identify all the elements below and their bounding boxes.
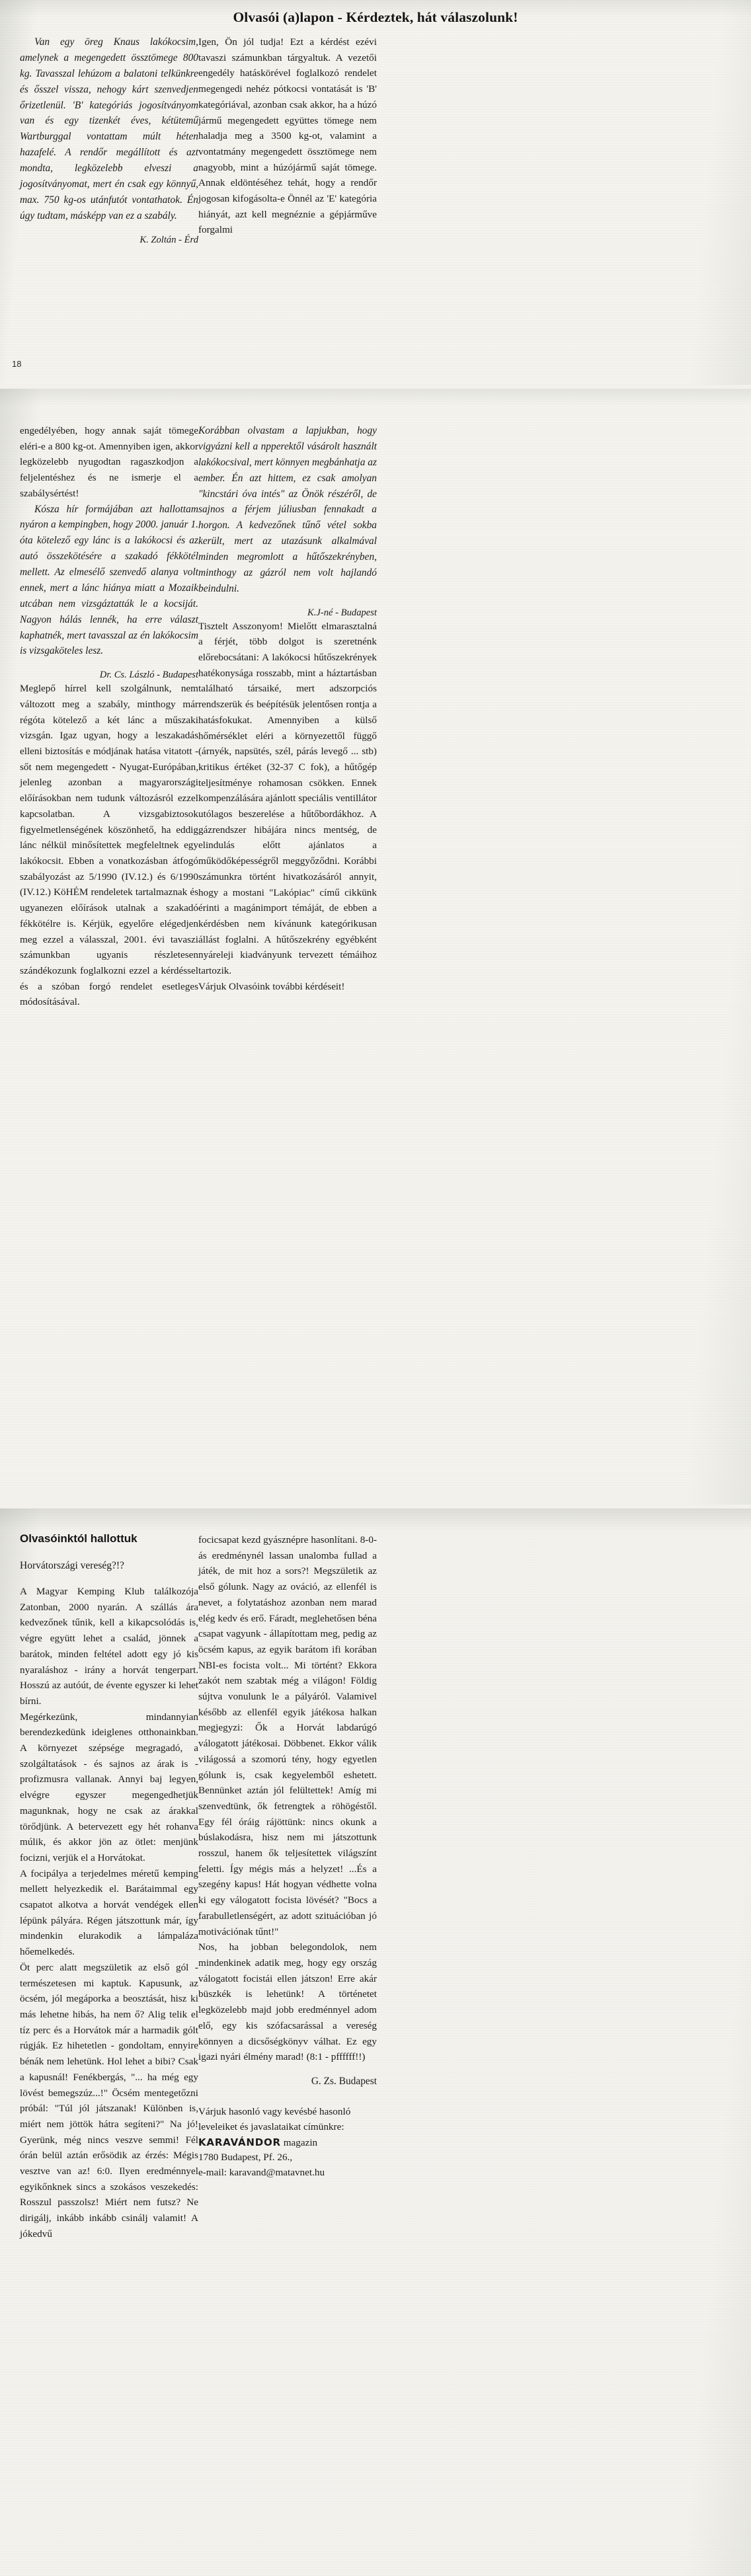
- magazine-name-line: [198, 2135, 377, 2151]
- reader-question-1-signature: K. Zoltán - Érd: [139, 234, 198, 245]
- page-19-column-right: [198, 423, 377, 995]
- story-paragraph-6: Nos, ha jobban belegondolok, nem mindenkinek adatik meg, hogy egy ország válogatott focistái ellen játszon! Erre akár büszkék is lehetünk! A történetet legközelebb majd jobb eredménnyel adom elő, egy kis szófacsarással a vereség könnyen a dicsőségkönyv válhat. Ez egy igazi nyári élmény marad! (8:1 - pffffff!!): [198, 1941, 377, 2063]
- reader-question-2-signature: Dr. Cs. László - Budapest: [99, 670, 198, 681]
- contact-block: [198, 2105, 377, 2181]
- contact-invite-line-2: leveleiket és javaslataikat címünkre:: [198, 2121, 344, 2132]
- page-18-column-right: [198, 34, 377, 238]
- story-paragraph-1: A Magyar Kemping Klub találkozója Zatonban, 2000 nyarán. A szállás ára kedvezőnek tűnik, kell a kikapcsolódás is, végre együtt lehet a család, jönnek a barátok, minden feltétel adott egy jó kis nyaraláshoz - irány a horvát tengerpart. Hosszú az autóút, de évente egyszer ki lehet bírni.: [20, 1586, 198, 1707]
- page-19-column-left: [20, 423, 198, 1010]
- contact-email: e-mail: karavand@matavnet.hu: [198, 2167, 325, 2179]
- reader-question-1: Van egy öreg Knaus lakókocsim, amelynek a megengedett össztömege 800 kg. Tavasszal lehúzom a balatoni telkünkre és ősszel vissza, nehogy kárt szenvedjen őrizetlenül. 'B' kategóriás jogosítványom van és egy tizenkét éves, kétütemű Wartburggal vontattam múlt héten hazafelé. A rendőr megállított és azt mondta, legközelebb elveszi a jogosítványomat, mert én csak egy könnyű, max. 750 kg-os utánfutót vontathatok. Én úgy tudtam, másképp van ez a szabály.: [20, 36, 198, 221]
- magazine-suffix: magazin: [283, 2136, 318, 2148]
- reader-question-3-signature: K.J-né - Budapest: [307, 607, 377, 618]
- story-paragraph-5: focicsapat kezd gyásznépre hasonlítani. 8-0-ás eredménynél lassan unalomba fullad a játék, de mit hoz a sors?! Megszületik az első gólunk. Nagy az ováció, az ellenfél is nevet, a folytatáshoz azonban nem marad elég kedv és erő. Fáradt, meglehetősen béna csapat vagyunk - állapítottam meg, pedig az öcsém kapus, az egyik barátom ifi korában NBI-es focista volt... Mi történt? Ekkora zakót nem szabtak még a világon! Földig sújtva vonulunk le a pályáról. Valamivel később az ellenfél egyik játékosa halkan megjegyzi: Ők a Horvát labdarúgó válogatott játékosai. Döbbenet. Ekkor válik világossá a szomorú tény, hogy egyetlen gólunk is, csak kegyelemből eshetett. Bennünket aztán jól felültettek! Amíg mi szenvedtünk, ők fetrengtek a röhögéstől. Egy fél óráig rájöttünk: nincs okunk a búslakodásra, hisz nem mi játszottunk rosszul, hanem ők teljesítettek világszínt feletti. Így mégis más a helyzet! ...És a szegény kapus! Hát hogyan védhette volna ki egy válogatott focista lövését? "Bocs a farabulletlenségért, az adott szituációban jó motivációnak tűnt!": [198, 1534, 377, 1937]
- story-signature: G. Zs. Budapest: [311, 2075, 377, 2087]
- article-subtitle: Horvátországi vereség?!?: [20, 1560, 124, 1571]
- contact-invite-line-1: Várjuk hasonló vagy kevésbé hasonló: [198, 2105, 351, 2117]
- closing-invitation: Várjuk Olvasóink további kérdéseit!: [198, 980, 345, 992]
- page-title: Olvasói (a)lapon - Kérdeztek, hát válaszolunk!: [233, 9, 518, 25]
- contact-postal-address: 1780 Budapest, Pf. 26.,: [198, 2152, 293, 2164]
- story-paragraph-3: A focipálya a terjedelmes méretű kemping mellett helyezkedik el. Barátaimmal egy csapatot alkotva a horvát vendégek ellen lépünk pályára. Régen játszottunk már, így mindenkin elurakodik a lámpaláza hőemelkedés.: [20, 1867, 198, 1958]
- section-title-readers-heard: Olvasóinktól hallottuk: [20, 1532, 138, 1545]
- page-20-column-left: [20, 1532, 198, 2242]
- folio-page-18: 18: [12, 359, 22, 369]
- editor-answer-1-part-2: engedélyében, hogy annak saját tömege eléri-e a 800 kg-ot. Amennyiben igen, akkor legközelebb nyugodtan ragaszkodjon a feljelentéshez és ne ismerje el a szabálysértést!: [20, 425, 198, 499]
- editor-answer-3: Tisztelt Asszonyom! Mielőtt elmarasztalná a férjét, több dolgot is szeretnénk előrebocsátani: A lakókocsi hűtőszekrények hatékonysága rosszabb, mint a háztartásban található társaiké, mert adszorpciós rendszerük és beépítésük jelentősen rontja a hatásfokukat. Amennyiben a külső hőmérséklet eléri a környezettől függő (árnyék, napsütés, szél, párás levegő ... stb) kritikus értéket (32-37 C fok), a hűtőgép teljesítménye rohamosan csökken. Ennek kompenzálására ajánlott speciális ventillátor utólagos beszerelése a hűtőbordákhoz. A gázrendszer hibájára nincs mentség, de elindulás előtt ajánlatos a működőképességről meggyőződni. Korábbi számunkra történt hivatkozásáról annyit, hogy a mostani "Lakópiac" című cikkünk érinti a magánimport témáját, de ebben a kérdésben nem kívánunk kategórikusan állást foglalni. A hűtőszekrény egyébként nyáreleji kiadványunk tervezett témáihoz tartozik.: [198, 620, 377, 977]
- article-block-page-20: [0, 1508, 751, 2576]
- page-18-column-left: [20, 34, 198, 246]
- editor-answer-2: Meglepő hírrel kell szolgálnunk, nem változott meg a szabály, minthogy már régóta kötelező a két lánc a műszaki vizsgán. Igaz ugyan, hogy a leszakadás elleni biztosítás e módjának hatása vitatott - sőt nem megengedett - Nyugat-Európában, jelenleg azonban a magyarországi előírásokban nem tudunk változásról ezzel kapcsolatban. A vizsgabiztosok figyelmetlenségének köszönhető, ha eddig lánc nélkül minősítettek megfeleltnek egy lakókocsit. Ebben a vonatkozásban átfogó szabályozást az 5/1990 (IV.12.) és 6/1990 (IV.12.) KöHÉM rendeletek tartalmaznak és ugyanezen előírások utalnak a szakadó fékkötélre is. Kérjük, egyelőre elégedjen meg ezzel a válasszal, 2001. évi tavaszi számunkban ugyanis részletesen szándékozunk foglalkozni ezzel a kérdéssel és a szóban forgó rendelet esetleges módosításával.: [20, 683, 198, 1008]
- reader-question-3: Korábban olvastam a lapjukban, hogy vigyázni kell a npperektől vásárolt használt lakókocsival, mert könnyen megbánhatja az ember. Én azt hittem, ez csak amolyan "kincstári óva intés" az Önök részéről, de sajnos a férjem júliusban fennakadt a horgon. A kedvezőnek tűnő vétel sokba került, mert az utazásunk alkalmával minden megromlott a hűtőszekrényben, minthogy az gázról nem volt hajlandó beindulni.: [198, 425, 377, 594]
- article-block-page-18: [0, 0, 751, 385]
- story-paragraph-4: Öt perc alatt megszületik az első gól - természetesen mi kaptuk. Kapusunk, az öcsém, jól megáporka a beosztását, hisz ki más lehetne hibás, ha nem ő? Alig telik el tíz perc és a Horvátok már a harmadik gólt rúgják. Ez hihetetlen - gondoltam, ennyire bénák nem lehetünk. Hol lehet a bibi? Csak a kapusnál! Fenékbergás, "... ha még egy lövést bemegszúz...!" Öcsém mentegetőzni próbál: "Túl jól játszanak! Különben is, miért nem jöttök hátra segíteni?" Na jó! Gyerünk, még nincs veszve semmi! Fél órán belül aztán erősödik az érzés: Mégis vesztve van az! 6:0. Ilyen eredménnyel egyikőnknek sincs a szokásos veszekedés: Rosszul passzolsz! Miért nem futsz? Ne dirigálj, inkább inkább csinálj valamit! A jókedvű: [20, 1961, 198, 2240]
- magazine-brand: KARAVÁNDOR: [198, 2136, 281, 2148]
- editor-answer-1-part-1: Igen, Ön jól tudja! Ezt a kérdést ezévi tavaszi számunkban tárgyaltuk. A vezetői engedély hatáskörével foglalkozó rendelet megengedi nehéz pótkocsi vontatását is 'B' kategóriával, azonban csak akkor, ha a húzó jármű megengedett együttes tömege nem haladja meg a 3500 kg-ot, valamint a vontatmány megengedett össztömege nem nagyobb, mint a húzójármű saját tömege. Annak eldöntéséhez tehát, hogy a rendőr jogosan kifogásolta-e Önnél az 'E' kategória hiányát, azt kell megnéznie a gépjárműve forgalmi: [198, 36, 377, 236]
- article-block-page-19: [0, 389, 751, 1504]
- story-paragraph-2: Megérkezünk, mindannyian berendezkedünk ideiglenes otthonainkban. A környezet szépsége megragadó, a szolgáltatások - és sajnos az árak is - profizmusra vallanak. Annyi baj legyen, elvégre egyszer megengedhetjük magunknak, hogy ne csak az árakkal törődjünk. A betervezett egy hét rohanva múlik, és akkor jön az ötlet: menjünk focizni, verjük el a Horvátokat.: [20, 1711, 198, 1863]
- page-20-column-right: [198, 1532, 377, 2181]
- reader-question-2: Kósza hír formájában azt hallottam nyáron a kempingben, hogy 2000. január 1. óta kötelező egy lánc is a lakókocsi és az autó összekötésére a szakadó fékkötél mellett. Az elmesélő szenvedő alanya volt ennek, mert a lánc hiánya miatt a Mozaik utcában nem vizsgáztatták le a kocsiját. Nagyon hálás lennék, ha erre választ kaphatnék, mert tavasszal az én lakókocsim is vizsgaköteles lesz.: [20, 503, 198, 657]
